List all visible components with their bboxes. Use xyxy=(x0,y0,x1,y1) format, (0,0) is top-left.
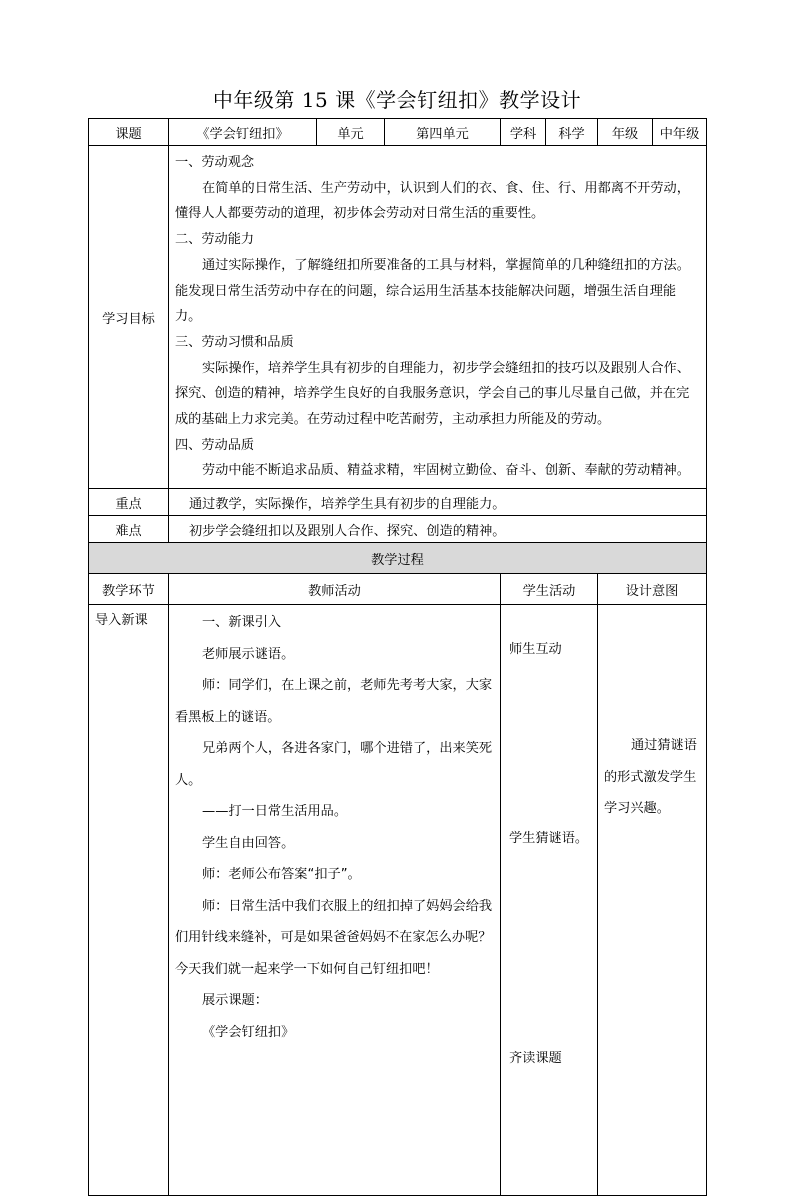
process-header-row xyxy=(89,574,707,605)
goal-heading-1: 一、劳动观念 xyxy=(175,155,255,170)
student-activity xyxy=(501,605,598,1196)
topic-label: 课题 xyxy=(89,119,169,146)
student-item: 师生互动 xyxy=(509,642,562,658)
student-item: 学生猜谜语。 xyxy=(509,831,589,847)
key-point-label: 重点 xyxy=(89,489,169,516)
teacher-line: 师：老师公布答案“扣子”。 xyxy=(202,867,361,883)
goal-heading-2: 二、劳动能力 xyxy=(175,232,255,248)
header-teacher: 教师活动 xyxy=(169,574,501,605)
key-point-text: 通过教学，实际操作，培养学生具有初步的自理能力。 xyxy=(169,489,707,516)
goal-heading-3: 三、劳动习惯和品质 xyxy=(175,334,294,350)
teacher-line: 老师展示谜语。 xyxy=(202,646,295,662)
key-point-row xyxy=(89,489,707,516)
grade-label: 年级 xyxy=(598,119,653,146)
goals-content xyxy=(169,146,707,489)
header-stage: 教学环节 xyxy=(89,574,169,605)
stage-name: 导入新课 xyxy=(89,605,169,1196)
teacher-line: 兄弟两个人，各进各家门，哪个进错了，出来笑死人。 xyxy=(175,741,493,788)
header-student: 学生活动 xyxy=(501,574,598,605)
header-intent: 设计意图 xyxy=(598,574,707,605)
process-banner: 教学过程 xyxy=(89,543,707,574)
unit-label: 单元 xyxy=(317,119,385,146)
goal-text-4: 劳动中能不断追求品质、精益求精，牢固树立勤俭、奋斗、创新、奉献的劳动精神。 xyxy=(202,463,690,479)
intent-text: 通过猜谜语的形式激发学生学习兴趣。 xyxy=(604,738,697,817)
process-banner-row xyxy=(89,543,707,574)
goal-text-3: 实际操作，培养学生具有初步的自理能力，初步学会缝纽扣的技巧以及跟别人合作、探究、创造的精神，培养学生良好的自我服务意识，学会自己的事儿尽量自己做，并在完成的基础上力求完美。在劳动过程中吃苦耐劳，主动承担力所能及的劳动。 xyxy=(175,360,690,428)
subject-value: 科学 xyxy=(546,119,598,146)
goal-text-1: 在简单的日常生活、生产劳动中，认识到人们的衣、食、住、行、用都离不开劳动，懂得人人都要劳动的道理，初步体会劳动对日常生活的重要性。 xyxy=(175,180,690,222)
difficulty-text: 初步学会缝纽扣以及跟别人合作、探究、创造的精神。 xyxy=(169,516,707,543)
goal-heading-4: 四、劳动品质 xyxy=(175,437,255,453)
info-row xyxy=(89,119,707,146)
goals-label: 学习目标 xyxy=(89,146,169,489)
teacher-line: 师：同学们，在上课之前，老师先考考大家，大家看黑板上的谜语。 xyxy=(175,678,493,725)
difficulty-label: 难点 xyxy=(89,516,169,543)
teacher-line: 展示课题： xyxy=(202,993,268,1009)
difficulty-row xyxy=(89,516,707,543)
grade-value: 中年级 xyxy=(653,119,707,146)
teacher-line: 学生自由回答。 xyxy=(202,835,295,851)
teacher-line: ——打一日常生活用品。 xyxy=(202,804,348,820)
topic-value: 《学会钉纽扣》 xyxy=(169,119,317,146)
goal-text-2: 通过实际操作，了解缝纽扣所要准备的工具与材料，掌握简单的几种缝纽扣的方法。能发现日常生活劳动中存在的问题，综合运用生活基本技能解决问题，增强生活自理能力。 xyxy=(175,257,690,325)
teacher-activity xyxy=(169,605,501,1196)
teacher-line: 《学会钉纽扣》 xyxy=(202,1024,295,1040)
process-row-intro xyxy=(89,605,707,1196)
subject-label: 学科 xyxy=(501,119,546,146)
lesson-plan-table xyxy=(88,118,707,1196)
unit-value: 第四单元 xyxy=(385,119,501,146)
goals-row xyxy=(89,146,707,489)
student-item: 齐读课题 xyxy=(509,1051,562,1067)
teacher-line: 一、新课引入 xyxy=(202,615,282,631)
document-title: 中年级第 15 课《学会钉纽扣》教学设计 xyxy=(212,88,582,112)
design-intent xyxy=(598,605,707,1196)
teacher-line: 师：日常生活中我们衣服上的纽扣掉了妈妈会给我们用针线来缝补，可是如果爸爸妈妈不在家怎么办呢？今天我们就一起来学一下如何自己钉纽扣吧！ xyxy=(175,898,493,977)
